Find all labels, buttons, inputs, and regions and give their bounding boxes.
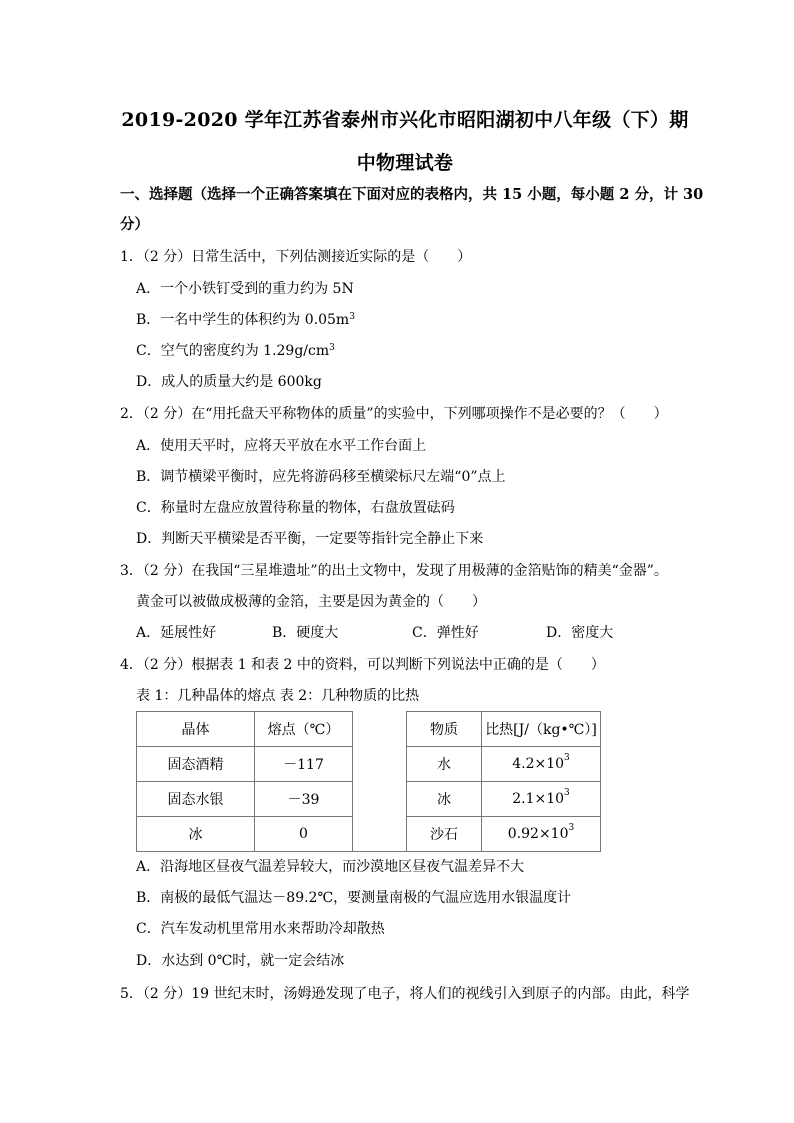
table-row [137,747,601,782]
t2-cell: $0.92\times 10^3$ [482,817,601,852]
table-gap [353,782,407,817]
t1-header-crystal: 晶体 [137,712,255,747]
table-gap [353,747,407,782]
section-heading-cont: 分） [120,216,149,233]
q4-table-caption: 表 1：几种晶体的熔点 表 2：几种物质的比热 [136,688,420,704]
q4-tables [136,711,601,852]
t2-header-substance: 物质 [407,712,482,747]
q2-option-b: B．调节横梁平衡时，应先将游码移至横梁标尺左端“0”点上 [136,469,506,485]
t2-cell: $2.1\times 10^3$ [482,782,601,817]
q3-option-c: C．弹性好 [412,625,479,641]
t1-cell: 冰 [137,817,255,852]
t2-header-specific-heat: 比热[J/（kg•℃）] [482,712,601,747]
q2-option-a: A．使用天平时，应将天平放在水平工作台面上 [136,438,427,454]
table-row [137,712,601,747]
t2-cell: 冰 [407,782,482,817]
q3-stem-cont: 黄金可以被做成极薄的金箔，主要是因为黄金的（ ） [136,594,486,610]
q3-option-b: B．硬度大 [272,625,339,641]
t1-cell: －117 [255,747,353,782]
q3-option-a: A．延展性好 [136,625,217,641]
t1-header-melting-point: 熔点（℃） [255,712,353,747]
q3-stem: 3．（2 分）在我国“三星堆遗址”的出土文物中，发现了用极薄的金箔贴饰的精美“金器”。 [120,563,668,579]
q4-option-a: A．沿海地区昼夜气温差异较大，而沙漠地区昼夜气温差异不大 [136,859,525,875]
q1-stem: 1．（2 分）日常生活中，下列估测接近实际的是（ ） [120,249,472,265]
t1-cell: 固态水银 [137,782,255,817]
q2-stem: 2．（2 分）在“用托盘天平称物体的质量”的实验中，下列哪项操作不是必要的？（ ） [120,406,668,422]
q1-option-d: D．成人的质量大约是 600kg [136,374,322,390]
document-title-line2: 中物理试卷 [356,152,454,174]
t2-cell: 水 [407,747,482,782]
q4-stem: 4．（2 分）根据表 1 和表 2 中的资料，可以判断下列说法中正确的是（ ） [120,657,605,673]
q2-option-c: C．称量时左盘应放置待称量的物体，右盘放置砝码 [136,500,455,516]
table-row [137,817,601,852]
table-row [137,782,601,817]
q4-option-d: D．水达到 0℃时，就一定会结冰 [136,953,345,969]
q4-option-b: B．南极的最低气温达－89.2℃，要测量南极的气温应选用水银温度计 [136,890,572,906]
document-title-line1: 2019-2020 学年江苏省泰州市兴化市昭阳湖初中八年级（下）期 [121,109,689,131]
t1-cell: 0 [255,817,353,852]
table-gap [353,712,407,747]
t2-cell: $4.2\times 10^3$ [482,747,601,782]
t1-cell: 固态酒精 [137,747,255,782]
q1-option-a: A．一个小铁钉受到的重力约为 5N [136,281,354,297]
q4-option-c: C．汽车发动机里常用水来帮助冷却散热 [136,921,385,937]
table-gap [353,817,407,852]
q2-option-d: D．判断天平横梁是否平衡，一定要等指针完全静止下来 [136,531,484,547]
q1-option-b: B．一名中学生的体积约为 $0.05m^3$ [136,312,355,328]
t2-cell: 沙石 [407,817,482,852]
t1-cell: －39 [255,782,353,817]
q3-option-d: D．密度大 [546,625,614,641]
q5-stem: 5．（2 分）19 世纪末时，汤姆逊发现了电子，将人们的视线引入到原子的内部。由此，科学 [120,986,690,1002]
section-heading: 一、选择题（选择一个正确答案填在下面对应的表格内，共 15 小题，每小题 2 分，计 30 [120,186,704,203]
q1-option-c: C．空气的密度约为 $1.29g/cm^3$ [136,343,335,359]
